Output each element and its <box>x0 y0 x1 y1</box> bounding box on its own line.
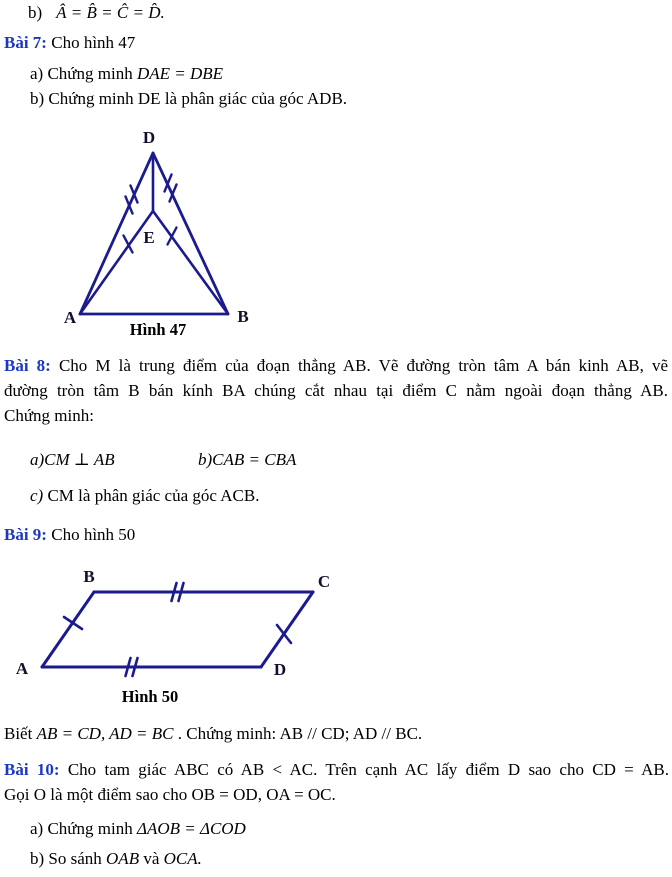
bai-8-item-c-label: c) <box>30 486 44 505</box>
bai-8-line-2-text: đường tròn tâm B bán kính BA chúng cắt nhau tại điểm C nằm ngoài đoạn thẳng AB. <box>4 381 668 400</box>
bai-8-paragraph <box>4 356 668 431</box>
bai-10-item-a-math: ΔAOB = ΔCOD <box>136 819 246 838</box>
bai-7-heading <box>4 33 135 53</box>
biet-math: AB = CD, AD = BC <box>36 724 174 743</box>
prev-item-b-line <box>28 3 165 23</box>
bai-9-intro: Cho hình 50 <box>46 525 136 544</box>
bai-8-line-2 <box>4 381 668 406</box>
fig47-label-e: E <box>143 228 155 247</box>
bai-8-line-3-text: Chứng minh: <box>4 406 94 425</box>
bai-8-number: Bài 8: <box>4 356 51 375</box>
fig50-label-b: B <box>83 567 95 586</box>
bai-10-paragraph <box>4 760 669 810</box>
fig50-label-d: D <box>273 660 287 679</box>
bai-8-line-1 <box>4 356 668 381</box>
bai-10-line-1-text: Cho tam giác ABC có AB < AC. Trên cạnh AC lấy điểm D sao cho CD = AB. <box>59 760 669 779</box>
biet-pre: Biết <box>4 724 37 743</box>
fig47-segment-eb <box>153 211 228 314</box>
fig50-side-ab <box>42 592 94 667</box>
fig47-caption: Hình 47 <box>129 320 187 339</box>
bai-7-item-a-text: a) Chứng minh <box>30 64 137 83</box>
bai-8-line-1-text: Cho M là trung điểm của đoạn thẳng AB. Vẽ đường tròn tâm A bán kinh AB, vẽ <box>50 356 668 375</box>
bai-10-line-2-text: Gọi O là một điểm sao cho OB = OD, OA = OC. <box>4 785 336 804</box>
bai-9-number: Bài 9: <box>4 525 47 544</box>
bai-7-intro: Cho hình 47 <box>46 33 136 52</box>
bai-10-item-a-text: a) Chứng minh <box>30 819 137 838</box>
fig50-label-a: A <box>15 659 29 678</box>
bai-8-line-3 <box>4 406 668 431</box>
bai-7-item-b-text: b) Chứng minh DE là phân giác của góc ADB. <box>30 89 348 108</box>
figure-hinh-47 <box>55 125 270 347</box>
bai-10-line-2 <box>4 785 669 810</box>
biet-line <box>4 724 422 744</box>
figure-hinh-50 <box>10 560 355 710</box>
bai-8-item-b: b)CAB = CBA <box>198 450 297 469</box>
bai-10-item-b <box>30 849 202 869</box>
fig47-segment-ea <box>80 211 153 314</box>
bai-10-number: Bài 10: <box>4 760 60 779</box>
bai-10-item-b-mid: và <box>139 849 164 868</box>
fig47-label-a: A <box>63 308 77 327</box>
fig47-label-d: D <box>142 128 156 147</box>
bai-8-item-a: a)CM ⊥ AB <box>30 450 115 469</box>
bai-10-item-b-text: b) So sánh <box>30 849 107 868</box>
fig50-side-dc <box>261 592 313 667</box>
bai-7-item-b <box>30 89 347 109</box>
bai-8-item-c <box>30 486 259 506</box>
fig47-side-da <box>80 153 153 314</box>
bai-7-item-a <box>30 64 223 84</box>
bai-8-items-ab-row <box>0 450 672 475</box>
bai-10-item-b-math-2: OCA. <box>163 849 202 868</box>
fig47-label-b: B <box>237 307 249 326</box>
bai-10-line-1 <box>4 760 669 785</box>
fig47-side-db <box>153 153 228 314</box>
fig50-tick-ab <box>64 617 82 629</box>
fig50-label-c: C <box>317 572 331 591</box>
bai-10-item-a <box>30 819 246 839</box>
bai-10-item-b-math-1: OAB <box>106 849 140 868</box>
prev-item-b-equation: Â = B̂ = Ĉ = D̂. <box>56 3 165 22</box>
bai-7-item-a-math: DAE = DBE <box>136 64 224 83</box>
bai-7-number: Bài 7: <box>4 33 47 52</box>
biet-post: . Chứng minh: AB // CD; AD // BC. <box>173 724 423 743</box>
bai-8-item-c-text: CM là phân giác của góc ACB. <box>43 486 260 505</box>
fig50-caption: Hình 50 <box>121 687 179 706</box>
prev-item-b-label: b) <box>28 3 43 22</box>
bai-9-heading <box>4 525 135 545</box>
